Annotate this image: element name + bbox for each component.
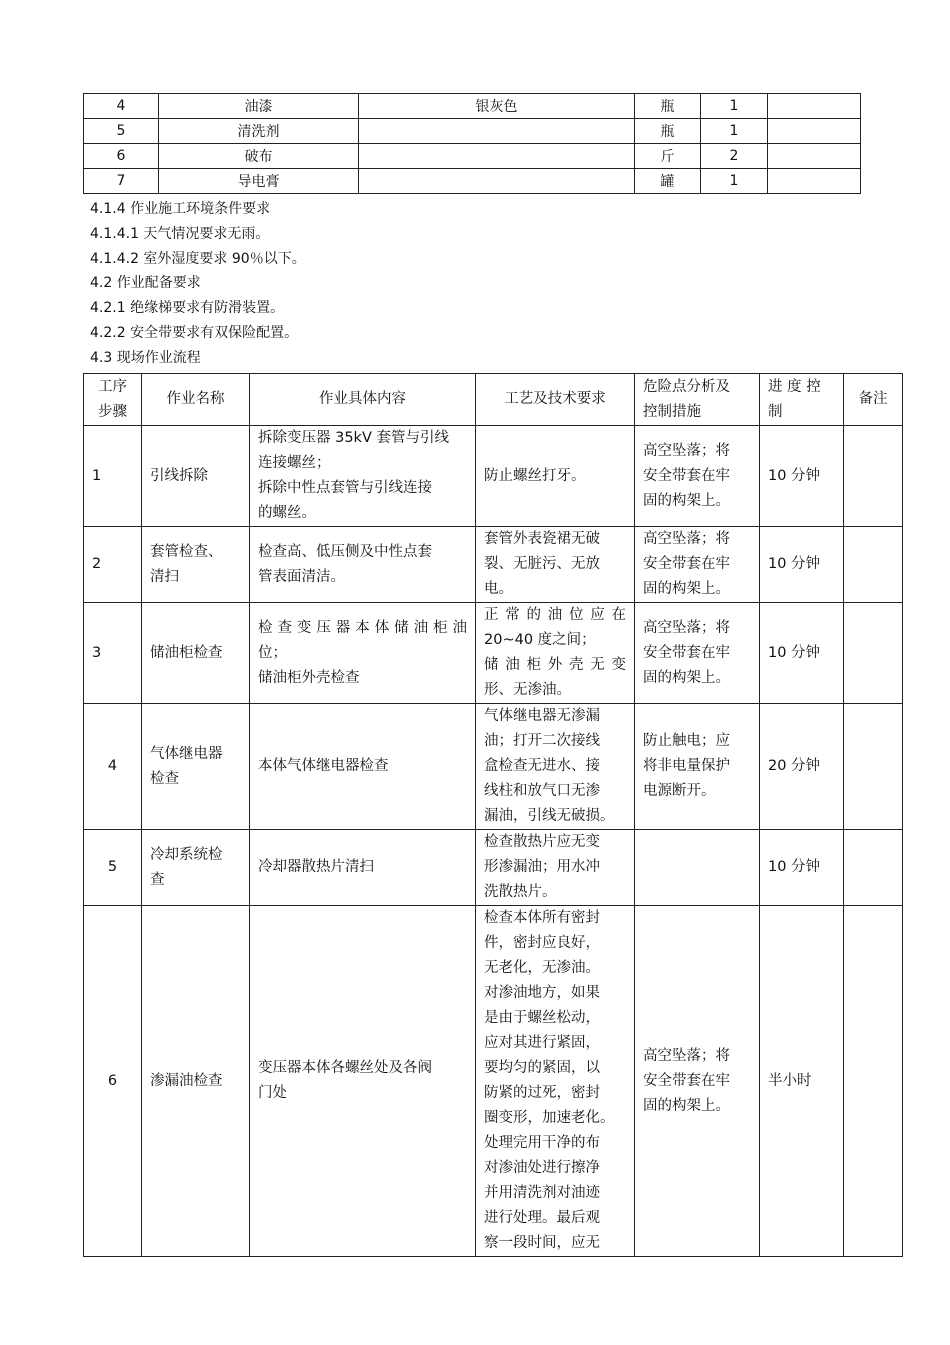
cell-line: 应对其进行紧固， <box>484 1035 600 1051</box>
cell-line: 固的构架上。 <box>643 581 730 597</box>
tech-requirement-cell <box>476 704 635 830</box>
header-risk-line: 危险点分析及 <box>643 378 730 395</box>
header-step-line: 步骤 <box>98 403 127 420</box>
progress-cell: 半小时 <box>760 906 844 1257</box>
materials-cell-unit: 斤 <box>635 144 701 169</box>
cell-line: 安全带套在牢 <box>643 467 730 484</box>
cell-line: 是由于螺丝松动， <box>484 1010 600 1026</box>
task-name-cell <box>142 704 250 830</box>
cell-line: 套管外表瓷裙无破 <box>484 531 600 547</box>
cell-line: 圈变形，加速老化。 <box>484 1110 615 1126</box>
cell-line: 油；打开二次接线 <box>484 733 600 749</box>
cell-line: 对渗油地方，如果 <box>484 985 600 1001</box>
section-4-1-4: 4.1.4 作业施工环境条件要求 <box>90 201 271 217</box>
cell-line: 气体继电器无渗漏 <box>484 708 600 724</box>
cell-line: 储 油 柜 外 壳 无 变 <box>484 657 626 673</box>
section-4-1-4-1: 4.1.4.1 天气情况要求无雨。 <box>90 226 270 242</box>
materials-cell-name: 破布 <box>159 144 359 169</box>
materials-cell-unit: 瓶 <box>635 94 701 119</box>
cell-line: 检查本体所有密封 <box>484 910 600 926</box>
cell-line: 高空坠落；将 <box>643 1047 730 1064</box>
cell-line: 进行处理。最后观 <box>484 1210 600 1226</box>
progress-cell: 10 分钟 <box>760 426 844 527</box>
step-cell: 5 <box>84 830 142 906</box>
cell-line: 冷却系统检 <box>150 846 223 863</box>
section-4-2-2: 4.2.2 安全带要求有双保险配置。 <box>90 325 299 341</box>
materials-cell-name: 导电膏 <box>159 169 359 194</box>
header-risk-line: 控制措施 <box>643 403 701 420</box>
section-4-2: 4.2 作业配备要求 <box>90 275 201 291</box>
cell-line: 形、无渗油。 <box>484 682 571 698</box>
cell-line: 安全带套在牢 <box>643 644 730 661</box>
cell-line: 渗漏油检查 <box>150 1072 223 1089</box>
header-progress-line: 进 度 控 <box>768 378 821 395</box>
cell-line: 防止触电；应 <box>643 733 730 749</box>
cell-line: 连接螺丝； <box>258 455 331 471</box>
cell-line: 引线拆除 <box>150 467 208 484</box>
tech-requirement-cell <box>476 527 635 603</box>
cell-line: 要均匀的紧固，以 <box>484 1060 600 1076</box>
materials-cell-qty: 1 <box>701 94 768 119</box>
cell-line: 20~40 度之间； <box>484 632 596 648</box>
risk-control-cell <box>635 527 760 603</box>
cell-line: 高空坠落；将 <box>643 531 730 547</box>
step-cell: 4 <box>84 704 142 830</box>
cell-line: 冷却器散热片清扫 <box>258 859 374 875</box>
tech-requirement-cell <box>476 426 635 527</box>
materials-cell-note <box>768 94 861 119</box>
cell-line: 察一段时间，应无 <box>484 1235 600 1251</box>
materials-row <box>84 144 861 169</box>
remark-cell <box>844 527 903 603</box>
cell-line: 件，密封应良好， <box>484 935 600 951</box>
header-step <box>84 374 142 426</box>
cell-line: 拆除变压器 35kV 套管与引线 <box>258 430 449 446</box>
step-cell: 6 <box>84 906 142 1257</box>
step-cell: 1 <box>84 426 142 527</box>
progress-cell: 10 分钟 <box>760 527 844 603</box>
process-row <box>84 426 903 527</box>
task-content-cell <box>250 906 476 1257</box>
process-row <box>84 603 903 704</box>
cell-line: 位； <box>258 644 287 661</box>
process-row <box>84 527 903 603</box>
cell-line: 正 常 的 油 位 应 在 <box>484 607 626 623</box>
header-content: 作业具体内容 <box>250 374 476 426</box>
header-risk <box>635 374 760 426</box>
materials-cell-spec: 银灰色 <box>359 94 635 119</box>
materials-cell-unit: 瓶 <box>635 119 701 144</box>
cell-line: 将非电量保护 <box>643 758 730 774</box>
task-name-cell <box>142 830 250 906</box>
cell-line: 门处 <box>258 1085 287 1101</box>
materials-row <box>84 94 861 119</box>
tech-requirement-cell <box>476 830 635 906</box>
process-header-row <box>84 374 903 426</box>
materials-cell-qty: 1 <box>701 169 768 194</box>
task-name-cell <box>142 603 250 704</box>
progress-cell: 10 分钟 <box>760 603 844 704</box>
cell-line: 线柱和放气口无渗 <box>484 783 600 799</box>
process-row <box>84 704 903 830</box>
materials-cell-spec <box>359 119 635 144</box>
cell-line: 的螺丝。 <box>258 505 316 521</box>
header-step-line: 工序 <box>98 378 127 395</box>
materials-table <box>83 93 861 194</box>
materials-cell-name: 清洗剂 <box>159 119 359 144</box>
risk-control-cell <box>635 426 760 527</box>
cell-line: 无老化，无渗油。 <box>484 960 600 976</box>
cell-line: 洗散热片。 <box>484 884 557 900</box>
cell-line: 漏油，引线无破损。 <box>484 808 615 824</box>
header-remark: 备注 <box>844 374 903 426</box>
cell-line: 形渗漏油；用水冲 <box>484 859 600 875</box>
task-name-cell <box>142 426 250 527</box>
task-name-cell <box>142 527 250 603</box>
cell-line: 安全带套在牢 <box>643 556 730 572</box>
materials-cell-spec <box>359 169 635 194</box>
task-content-cell <box>250 603 476 704</box>
process-table <box>83 373 903 1257</box>
cell-line: 固的构架上。 <box>643 669 730 686</box>
cell-line: 安全带套在牢 <box>643 1072 730 1089</box>
header-progress-line: 制 <box>768 403 783 420</box>
materials-cell-no: 6 <box>84 144 159 169</box>
remark-cell <box>844 830 903 906</box>
section-4-1-4-2: 4.1.4.2 室外湿度要求 90％以下。 <box>90 251 306 267</box>
cell-line: 固的构架上。 <box>643 492 730 509</box>
cell-line: 对渗油处进行擦净 <box>484 1160 600 1176</box>
cell-line: 拆除中性点套管与引线连接 <box>258 480 432 496</box>
task-name-cell <box>142 906 250 1257</box>
materials-cell-spec <box>359 144 635 169</box>
remark-cell <box>844 704 903 830</box>
materials-cell-name: 油漆 <box>159 94 359 119</box>
cell-line: 储油柜检查 <box>150 644 223 661</box>
cell-line: 检查 <box>150 770 179 787</box>
materials-row <box>84 169 861 194</box>
header-progress <box>760 374 844 426</box>
risk-control-cell <box>635 603 760 704</box>
cell-line: 清扫 <box>150 568 179 585</box>
remark-cell <box>844 603 903 704</box>
cell-line: 电。 <box>484 581 513 597</box>
risk-control-cell <box>635 704 760 830</box>
materials-cell-no: 7 <box>84 169 159 194</box>
process-row <box>84 830 903 906</box>
step-cell: 2 <box>84 527 142 603</box>
cell-line: 管表面清洁。 <box>258 568 345 585</box>
materials-cell-note <box>768 144 861 169</box>
cell-line: 气体继电器 <box>150 745 223 762</box>
section-4-3: 4.3 现场作业流程 <box>90 350 201 366</box>
remark-cell <box>844 906 903 1257</box>
cell-line: 防紧的过死，密封 <box>484 1085 600 1101</box>
cell-line: 储油柜外壳检查 <box>258 669 360 686</box>
cell-line: 盒检查无进水、接 <box>484 758 600 774</box>
task-content-cell <box>250 527 476 603</box>
cell-line: 处理完用干净的布 <box>484 1135 600 1151</box>
risk-control-cell <box>635 906 760 1257</box>
risk-control-cell <box>635 830 760 906</box>
tech-requirement-cell <box>476 603 635 704</box>
task-content-cell <box>250 704 476 830</box>
task-content-cell <box>250 426 476 527</box>
cell-line: 电源断开。 <box>643 783 716 799</box>
materials-cell-qty: 2 <box>701 144 768 169</box>
cell-line: 检查高、低压侧及中性点套 <box>258 543 432 560</box>
process-row <box>84 906 903 1257</box>
materials-cell-unit: 罐 <box>635 169 701 194</box>
materials-row <box>84 119 861 144</box>
cell-line: 固的构架上。 <box>643 1097 730 1114</box>
cell-line: 查 <box>150 871 165 888</box>
cell-line: 并用清洗剂对油迹 <box>484 1185 600 1201</box>
cell-line: 检查散热片应无变 <box>484 834 600 850</box>
materials-cell-qty: 1 <box>701 119 768 144</box>
cell-line: 防止螺丝打牙。 <box>484 467 586 484</box>
materials-cell-no: 5 <box>84 119 159 144</box>
progress-cell: 20 分钟 <box>760 704 844 830</box>
cell-line: 高空坠落；将 <box>643 442 730 459</box>
section-4-2-1: 4.2.1 绝缘梯要求有防滑装置。 <box>90 300 285 316</box>
cell-line: 裂、无脏污、无放 <box>484 556 600 572</box>
cell-line: 变压器本体各螺丝处及各阀 <box>258 1060 432 1076</box>
remark-cell <box>844 426 903 527</box>
tech-requirement-cell <box>476 906 635 1257</box>
cell-line: 本体气体继电器检查 <box>258 758 389 774</box>
step-cell: 3 <box>84 603 142 704</box>
materials-cell-no: 4 <box>84 94 159 119</box>
task-content-cell <box>250 830 476 906</box>
progress-cell: 10 分钟 <box>760 830 844 906</box>
materials-cell-note <box>768 119 861 144</box>
materials-cell-note <box>768 169 861 194</box>
cell-line: 高空坠落；将 <box>643 619 730 636</box>
cell-line: 套管检查、 <box>150 543 223 560</box>
cell-line: 检 查 变 压 器 本 体 储 油 柜 油 <box>258 619 467 636</box>
header-tech: 工艺及技术要求 <box>476 374 635 426</box>
header-name: 作业名称 <box>142 374 250 426</box>
